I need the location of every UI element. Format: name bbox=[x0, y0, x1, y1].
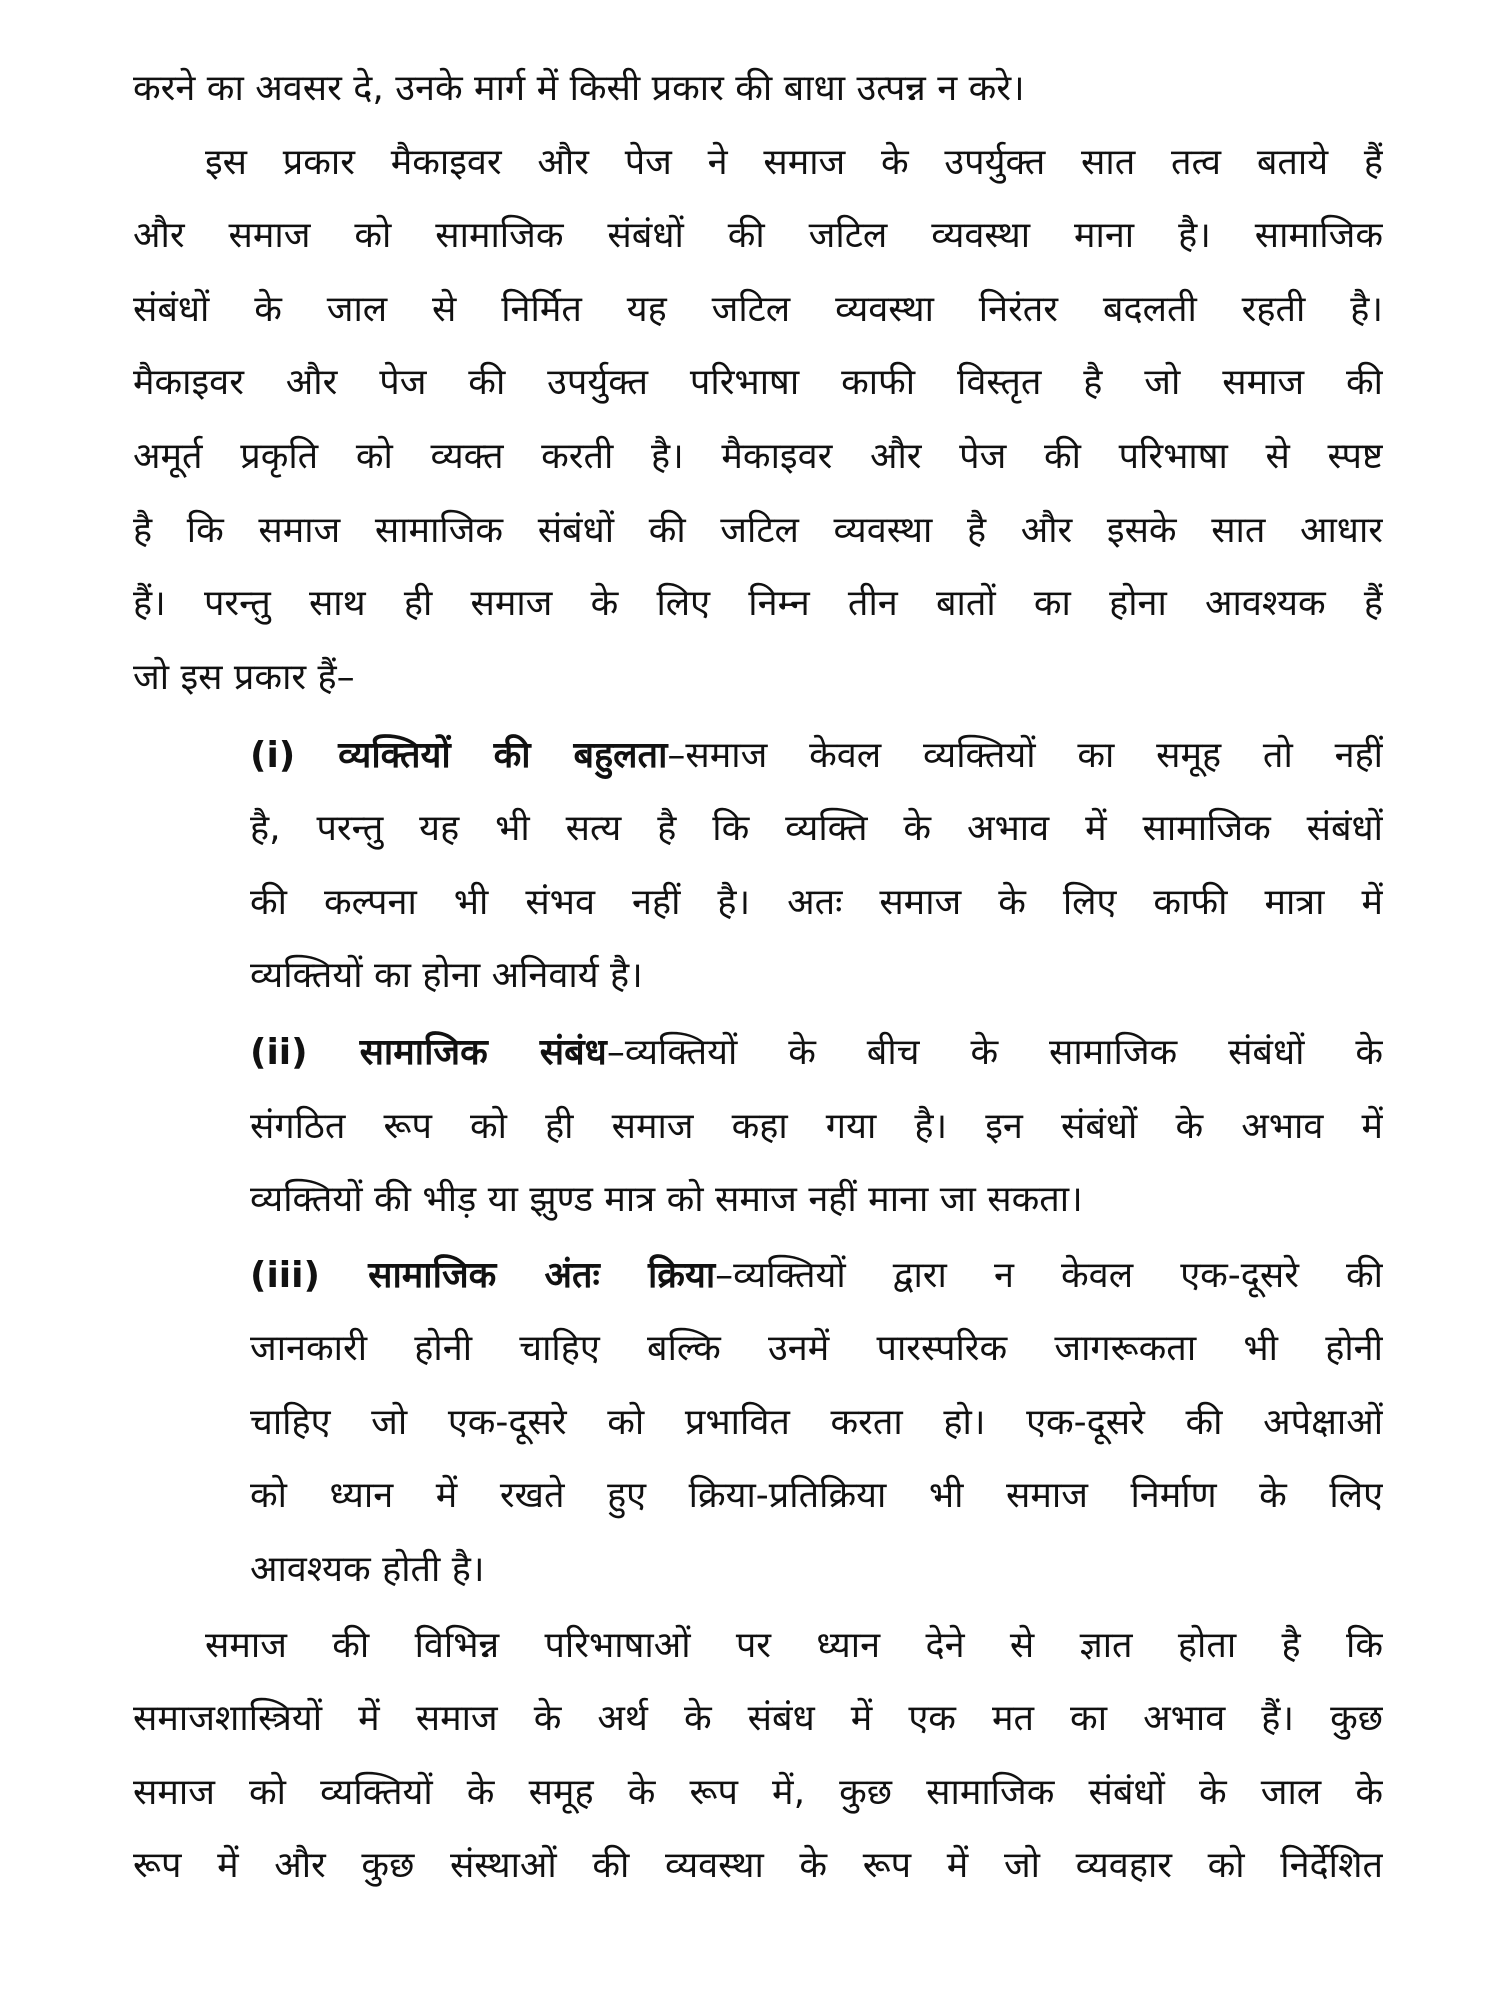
list-item-heading-line bbox=[250, 1026, 1383, 1082]
text-line: मैकाइवर और पेज की उपर्युक्त परिभाषा काफी विस्तृत है जो समाज की bbox=[133, 362, 1383, 403]
list-item-heading-line bbox=[250, 729, 1383, 785]
text-line: जानकारी होनी चाहिए बल्कि उनमें पारस्परिक जागरूकता भी होनी bbox=[250, 1328, 1383, 1369]
text-line: समाज को व्यक्तियों के समूह के रूप में, कुछ सामाजिक संबंधों के जाल के bbox=[133, 1772, 1383, 1813]
text-line: अमूर्त प्रकृति को व्यक्त करती है। मैकाइवर और पेज की परिभाषा से स्पष्ट bbox=[133, 436, 1383, 477]
item-text: –समाज केवल व्यक्तियों का समूह तो नहीं bbox=[667, 735, 1383, 776]
item-heading: सामाजिक संबंध bbox=[359, 1032, 607, 1073]
text-line: व्यक्तियों का होना अनिवार्य है। bbox=[250, 955, 643, 996]
text-line: जो इस प्रकार हैं– bbox=[133, 657, 355, 698]
item-heading: व्यक्तियों की बहुलता bbox=[338, 735, 668, 776]
item-text: –व्यक्तियों के बीच के सामाजिक संबंधों के bbox=[606, 1032, 1383, 1073]
text-line: आवश्यक होती है। bbox=[250, 1549, 485, 1590]
text-line: व्यक्तियों की भीड़ या झुण्ड मात्र को समाज नहीं माना जा सकता। bbox=[250, 1179, 1083, 1220]
text-line: संबंधों के जाल से निर्मित यह जटिल व्यवस्था निरंतर बदलती रहती है। bbox=[133, 289, 1383, 330]
text-line: करने का अवसर दे, उनके मार्ग में किसी प्रकार की बाधा उत्पन्न न करे। bbox=[133, 68, 1025, 109]
item-marker: (ii) bbox=[250, 1032, 360, 1073]
text-line: समाजशास्त्रियों में समाज के अर्थ के संबंध में एक मत का अभाव हैं। कुछ bbox=[133, 1698, 1383, 1739]
item-marker: (iii) bbox=[250, 1255, 369, 1296]
item-marker: (i) bbox=[250, 735, 339, 776]
list-item-heading-line bbox=[250, 1249, 1383, 1305]
text-line: समाज की विभिन्न परिभाषाओं पर ध्यान देने से ज्ञात होता है कि bbox=[205, 1625, 1383, 1666]
text-line: को ध्यान में रखते हुए क्रिया-प्रतिक्रिया भी समाज निर्माण के लिए bbox=[250, 1475, 1383, 1516]
text-line: चाहिए जो एक-दूसरे को प्रभावित करता हो। एक-दूसरे की अपेक्षाओं bbox=[250, 1402, 1383, 1443]
text-line: है, परन्तु यह भी सत्य है कि व्यक्ति के अभाव में सामाजिक संबंधों bbox=[250, 808, 1383, 849]
text-line: इस प्रकार मैकाइवर और पेज ने समाज के उपर्युक्त सात तत्व बताये हैं bbox=[205, 142, 1383, 183]
text-line: और समाज को सामाजिक संबंधों की जटिल व्यवस्था माना है। सामाजिक bbox=[133, 215, 1383, 256]
text-line: रूप में और कुछ संस्थाओं की व्यवस्था के रूप में जो व्यवहार को निर्देशित bbox=[133, 1845, 1383, 1886]
text-line: की कल्पना भी संभव नहीं है। अतः समाज के लिए काफी मात्रा में bbox=[250, 882, 1383, 923]
item-heading: सामाजिक अंतः क्रिया bbox=[368, 1255, 716, 1296]
text-line: है कि समाज सामाजिक संबंधों की जटिल व्यवस्था है और इसके सात आधार bbox=[133, 510, 1383, 551]
item-text: –व्यक्तियों द्वारा न केवल एक-दूसरे की bbox=[715, 1255, 1383, 1296]
text-line: संगठित रूप को ही समाज कहा गया है। इन संबंधों के अभाव में bbox=[250, 1106, 1383, 1147]
text-line: हैं। परन्तु साथ ही समाज के लिए निम्न तीन बातों का होना आवश्यक हैं bbox=[133, 583, 1383, 624]
